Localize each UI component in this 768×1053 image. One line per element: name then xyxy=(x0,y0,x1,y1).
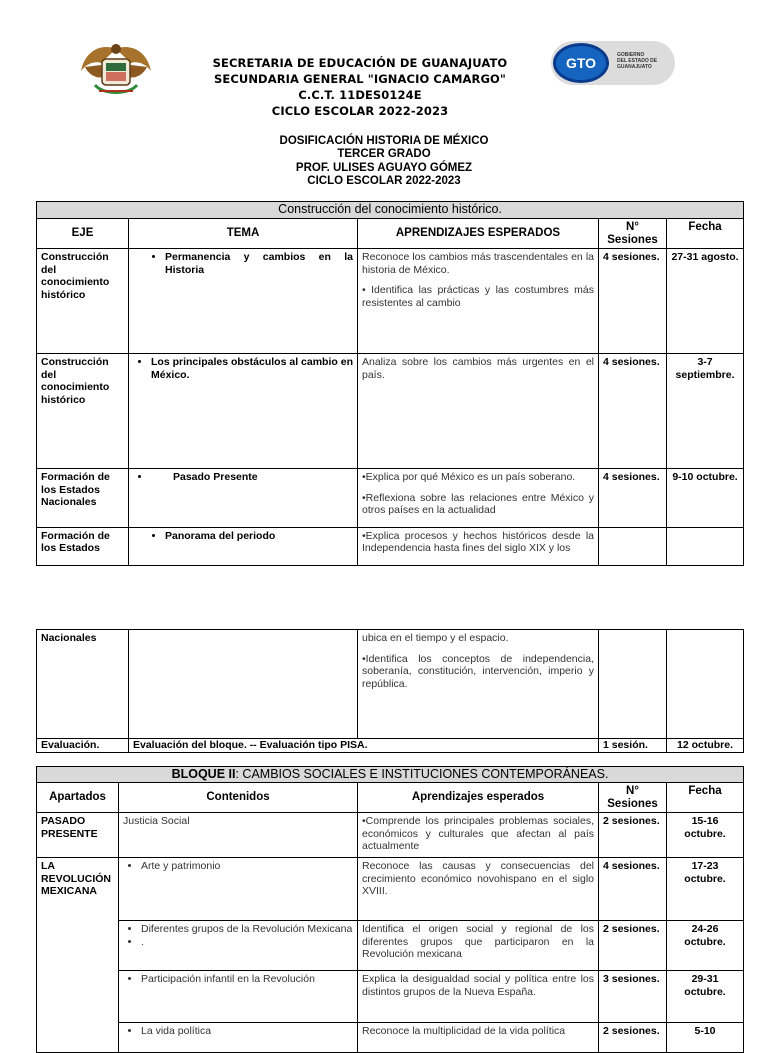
table-row xyxy=(37,813,744,858)
cell-fecha: 24-26 octubre. xyxy=(667,921,744,971)
dosificacion-table-1 xyxy=(36,201,744,566)
cell-fecha: 3-7 septiembre. xyxy=(667,354,744,469)
cell-aprendizaje: Analiza sobre los cambios más urgentes en el país. xyxy=(362,356,594,381)
cell-sesiones xyxy=(599,527,667,565)
cell-contenido: • Arte y patrimonio xyxy=(141,860,353,873)
cell-fecha: 27-31 agosto. xyxy=(667,249,744,354)
cell-sesiones: 4 sesiones. xyxy=(599,469,667,528)
cell-contenido-extra: • . xyxy=(141,936,353,949)
cell-fecha: 17-23 octubre. xyxy=(667,858,744,921)
cell-aprendizaje: Identifica el origen social y regional de los diferentes grupos que participaron en la Revolución mexicana xyxy=(358,921,599,971)
table-row xyxy=(37,249,744,354)
cell-eje: Formación de los Estados xyxy=(37,527,129,565)
cell-sesiones: 2 sesiones. xyxy=(599,921,667,971)
cell-sesiones: 4 sesiones. xyxy=(599,249,667,354)
col-header-fecha: Fecha xyxy=(667,783,744,813)
cell-evaluacion: Evaluación del bloque. -- Evaluación tipo PISA. xyxy=(129,739,599,753)
cell-sesiones: 4 sesiones. xyxy=(599,858,667,921)
cell-contenido: • La vida política xyxy=(141,1025,353,1038)
col-header-sesiones: N° Sesiones xyxy=(599,219,667,249)
table-row xyxy=(37,921,744,971)
cell-eje: Construcción del conocimiento histórico xyxy=(37,354,129,469)
gto-caption-line: DEL ESTADO DE xyxy=(617,58,658,64)
cell-aprendizaje: Reconoce las causas y consecuencias del crecimiento económico novohispano en el siglo XVIII. xyxy=(358,858,599,921)
cell-fecha: 5-10 xyxy=(667,1023,744,1053)
cell-eje: Formación de los Estados Nacionales xyxy=(37,469,129,528)
cell-fecha xyxy=(667,527,744,565)
table-row xyxy=(37,971,744,1023)
gto-logo-text: GTO xyxy=(565,55,597,71)
guanajuato-seal-logo xyxy=(79,41,153,99)
col-header-eje: EJE xyxy=(37,219,129,249)
cell-fecha: 12 octubre. xyxy=(667,739,744,753)
gto-caption-line: GOBIERNO xyxy=(617,52,645,58)
school-name-block xyxy=(160,55,560,119)
cell-sesiones: 1 sesión. xyxy=(599,739,667,753)
cell-sesiones: 2 sesiones. xyxy=(599,813,667,858)
table-row xyxy=(37,354,744,469)
cell-aprendizaje: •Identifica los conceptos de independencia, soberanía, constitución, intervención, imperio y república. xyxy=(362,652,594,690)
cell-apartado: LA REVOLUCIÓN MEXICANA xyxy=(37,858,119,1053)
bloque-ii-table xyxy=(36,766,744,1053)
cell-aprendizaje: •Reflexiona sobre las relaciones entre México y otros países en la actualidad xyxy=(362,491,594,516)
cell-tema xyxy=(129,630,358,739)
cell-apartado: PASADO PRESENTE xyxy=(37,813,119,858)
cell-tema: • Los principales obstáculos al cambio en México. xyxy=(151,356,353,381)
bloque-label: BLOQUE II xyxy=(171,767,236,781)
cell-sesiones xyxy=(599,630,667,739)
cell-tema: • Permanencia y cambios en la Historia xyxy=(165,251,353,276)
cell-contenido: Justicia Social xyxy=(119,813,358,858)
col-header-apartados: Apartados xyxy=(37,783,119,813)
cell-aprendizaje: Reconoce la multiplicidad de la vida política xyxy=(358,1023,599,1053)
cell-fecha: 15-16 octubre. xyxy=(667,813,744,858)
table-row xyxy=(37,527,744,565)
cell-tema: • Pasado Presente xyxy=(151,471,353,484)
cell-eje: Nacionales xyxy=(37,630,129,739)
cell-sesiones: 4 sesiones. xyxy=(599,354,667,469)
cell-eje: Evaluación. xyxy=(37,739,129,753)
bloque-title: : CAMBIOS SOCIALES E INSTITUCIONES CONTEMPORÁNEAS. xyxy=(235,767,609,781)
cell-eje: Construcción del conocimiento histórico xyxy=(37,249,129,354)
evaluation-row xyxy=(37,739,744,753)
document-heading xyxy=(234,135,534,189)
dosificacion-table-1-continued xyxy=(36,629,744,753)
table-row xyxy=(37,1023,744,1053)
gto-government-logo xyxy=(551,41,675,85)
table-band-title: Construcción del conocimiento histórico. xyxy=(37,202,744,219)
school-line: C.C.T. 11DES0124E xyxy=(298,88,422,102)
cell-aprendizaje: ubica en el tiempo y el espacio. xyxy=(362,632,509,644)
bloque-band-title xyxy=(37,767,744,783)
table-row xyxy=(37,858,744,921)
cell-aprendizaje: •Comprende los principales problemas sociales, económicos y culturales que afectan al país actualmente xyxy=(358,813,599,858)
cell-fecha xyxy=(667,630,744,739)
cell-aprendizaje: •Explica procesos y hechos históricos desde la Independencia hasta fines del siglo XIX y los xyxy=(362,529,594,554)
gto-caption-line: GUANAJUATO xyxy=(617,64,652,70)
cell-aprendizaje: •Explica por qué México es un país soberano. xyxy=(362,471,576,483)
doc-cycle: CICLO ESCOLAR 2022-2023 xyxy=(307,175,461,188)
cell-aprendizaje: Reconoce los cambios más trascendentales en la historia de México. xyxy=(362,251,594,276)
cell-sesiones: 3 sesiones. xyxy=(599,971,667,1023)
col-header-tema: TEMA xyxy=(129,219,358,249)
school-line: SECRETARIA DE EDUCACIÓN DE GUANAJUATO xyxy=(212,56,508,70)
doc-grade: TERCER GRADO xyxy=(337,148,431,161)
doc-title: DOSIFICACIÓN HISTORIA DE MÉXICO xyxy=(279,135,489,147)
cell-contenido: • Diferentes grupos de la Revolución Mexicana xyxy=(141,923,353,936)
cell-aprendizaje: Explica la desigualdad social y política entre los distintos grupos de la Nueva España. xyxy=(358,971,599,1023)
col-header-aprendizajes: Aprendizajes esperados xyxy=(358,783,599,813)
col-header-aprendizajes: APRENDIZAJES ESPERADOS xyxy=(358,219,599,249)
school-line: SECUNDARIA GENERAL "IGNACIO CAMARGO" xyxy=(214,72,506,86)
cell-fecha: 29-31 octubre. xyxy=(667,971,744,1023)
col-header-contenidos: Contenidos xyxy=(119,783,358,813)
school-line: CICLO ESCOLAR 2022-2023 xyxy=(271,104,449,118)
table-row xyxy=(37,630,744,739)
cell-contenido: • Participación infantil en la Revolución xyxy=(141,973,353,986)
doc-teacher: PROF. ULISES AGUAYO GÓMEZ xyxy=(295,161,473,174)
cell-aprendizaje: • Identifica las prácticas y las costumbres más resistentes al cambio xyxy=(362,284,594,309)
col-header-sesiones: N° Sesiones xyxy=(599,783,667,813)
table-row xyxy=(37,469,744,528)
col-header-fecha: Fecha xyxy=(667,219,744,249)
cell-sesiones: 2 sesiones. xyxy=(599,1023,667,1053)
cell-fecha: 9-10 octubre. xyxy=(667,469,744,528)
cell-tema: • Panorama del periodo xyxy=(165,530,353,543)
